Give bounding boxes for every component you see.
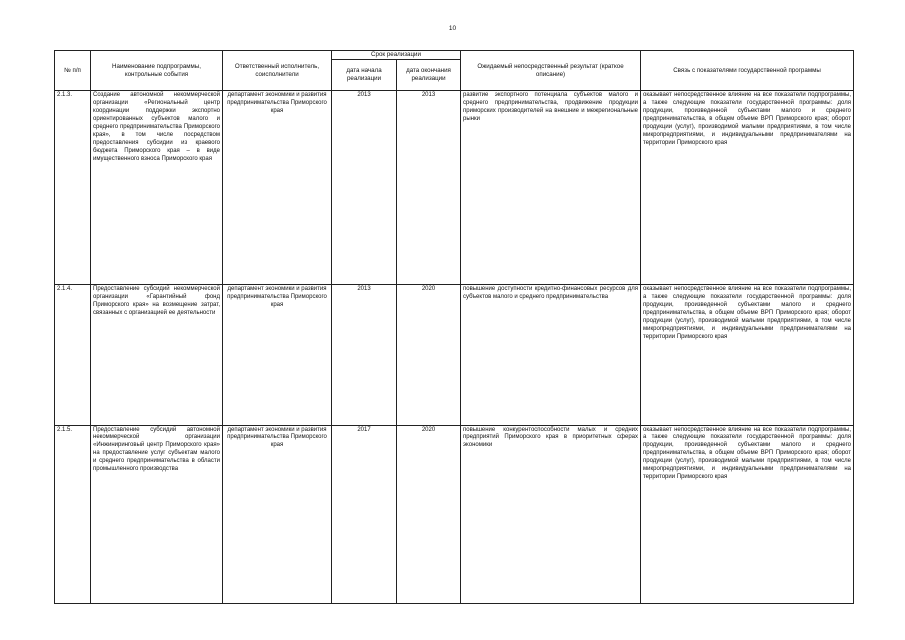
page-number: 10 xyxy=(448,25,457,32)
header-num: № п/п xyxy=(55,51,91,91)
row-num: 2.1.4. xyxy=(55,284,91,425)
row-link: оказывает непосредственное влияние на все показатели подпрограммы, а также следующие показатели государственной программы: доля продукции, произведенной субъектами малого и среднего предпринимательства, в общем объеме ВРП Приморского края; оборот продукции (услуг), производимой малыми предприятиями, в том числе микропредприятиями, и индивидуальными предпринимателями на территории Приморского края xyxy=(641,91,854,285)
header-responsible: Ответственный исполнитель, соисполнители xyxy=(223,51,332,91)
row-start: 2013 xyxy=(332,91,397,285)
row-responsible: департамент экономики и развития предпринимательства Приморского края xyxy=(223,425,332,604)
header-start: дата начала реализации xyxy=(332,60,397,91)
program-events-table xyxy=(54,50,854,604)
row-result: развитие экспортного потенциала субъектов малого и среднего предпринимательства, продвижение продукции приморских производителей на внешние и межрегиональные рынки xyxy=(461,91,641,285)
header-result: Ожидаемый непосредственный результат (краткое описание) xyxy=(461,51,641,91)
table-row xyxy=(55,425,854,604)
header-link: Связь с показателями государственной программы xyxy=(641,51,854,91)
row-num: 2.1.5. xyxy=(55,425,91,604)
row-num: 2.1.3. xyxy=(55,91,91,285)
row-end: 2013 xyxy=(397,91,461,285)
table-row xyxy=(55,284,854,425)
row-result: повышение доступности кредитно-финансовых ресурсов для субъектов малого и среднего предпринимательства xyxy=(461,284,641,425)
row-responsible: департамент экономики и развития предпринимательства Приморского края xyxy=(223,91,332,285)
header-end: дата окончания реализации xyxy=(397,60,461,91)
row-end: 2020 xyxy=(397,284,461,425)
header-period: Срок реализации xyxy=(332,51,461,60)
table-row xyxy=(55,91,854,285)
row-end: 2020 xyxy=(397,425,461,604)
row-name: Создание автономной некоммерческой организации «Региональный центр координации поддержки экспортно ориентированных субъектов малого и среднего предпринимательства Приморского края», в том числе посредством предоставления субсидии из краевого бюджета Приморского края – в виде имущественного взноса Приморского края xyxy=(91,91,223,285)
row-link: оказывает непосредственное влияние на все показатели подпрограммы, а также следующие показатели государственной программы: доля продукции, произведенной субъектами малого и среднего предпринимательства, в общем объеме ВРП Приморского края; оборот продукции (услуг), производимой малыми предприятиями, в том числе микропредприятиями, и индивидуальными предпринимателями на территории Приморского края xyxy=(641,284,854,425)
row-start: 2013 xyxy=(332,284,397,425)
row-link: оказывает непосредственное влияние на все показатели подпрограммы, а также следующие показатели государственной программы: доля продукции, произведенной субъектами малого и среднего предпринимательства, в общем объеме ВРП Приморского края; оборот продукции (услуг), производимой малыми предприятиями, в том числе микропредприятиями, и индивидуальными предпринимателями на территории Приморского края xyxy=(641,425,854,604)
header-name: Наименование подпрограммы, контрольные события xyxy=(91,51,223,91)
row-responsible: департамент экономики и развития предпринимательства Приморского края xyxy=(223,284,332,425)
row-name: Предоставление субсидий некоммерческой организации «Гарантийный фонд Приморского края» на возмещение затрат, связанных с организацией ее деятельности xyxy=(91,284,223,425)
row-start: 2017 xyxy=(332,425,397,604)
row-result: повышение конкурентоспособности малых и средних предприятий Приморского края в приоритетных сферах экономики xyxy=(461,425,641,604)
table-header-row xyxy=(55,51,854,60)
row-name: Предоставление субсидий автономной некоммерческой организации «Инжиниринговый центр Приморского края» на предоставление услуг субъектам малого и среднего предпринимательства в области промышленного производства xyxy=(91,425,223,604)
